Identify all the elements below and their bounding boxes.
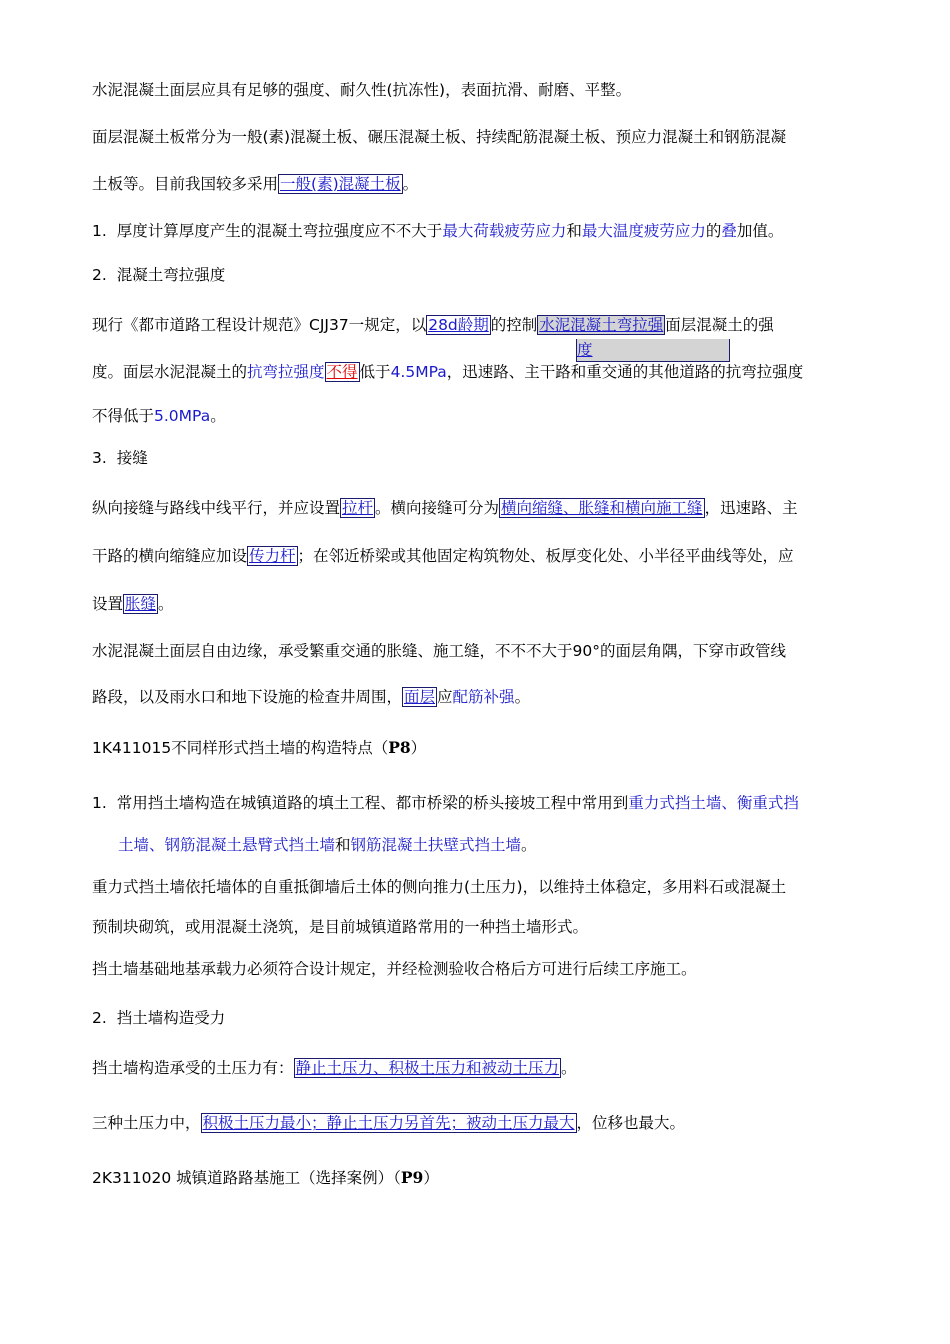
item-1-thickness — [92, 220, 783, 242]
para-line-13 — [92, 640, 786, 662]
text: 挡土墙基础地基承载力必须符合设计规定，并经检测验收合格后方可进行后续工序施工。 — [92, 960, 697, 978]
list-number: 1. — [92, 222, 107, 240]
highlight-term: 度 — [577, 341, 593, 359]
highlight-term: 积极土压力最小；静止土压力另首先；被动土压力最大 — [202, 1114, 575, 1132]
text: 纵向接缝与路线中线平行，并应设置 — [92, 499, 341, 517]
item-2-heading-force — [92, 1007, 225, 1029]
para-line-17 — [118, 834, 537, 856]
text: 三种土压力中， — [92, 1114, 201, 1132]
text: 水泥混凝土面层自由边缘，承受繁重交通的胀缝、施工缝，不不不大于90°的面层角隅，下穿市政管线 — [92, 642, 786, 660]
para-line-14 — [92, 686, 530, 708]
key-term: 重力式挡土墙、衡重式挡 — [628, 794, 799, 812]
item-3-heading — [92, 447, 148, 469]
highlight-term: 静止土压力、积极土压力和被动土压力 — [295, 1059, 560, 1077]
highlight-term: 拉杆 — [342, 499, 374, 517]
text: 。 — [210, 407, 226, 425]
text: 的 — [705, 222, 722, 240]
highlight-continuation — [576, 339, 730, 362]
section-heading-1k411015 — [92, 737, 426, 759]
list-number: 3. — [92, 449, 107, 467]
section-heading-2k311020 — [92, 1167, 439, 1189]
highlight-term: 传力杆 — [249, 547, 296, 565]
para-line-2 — [92, 126, 786, 148]
text: 低于 — [359, 363, 391, 381]
key-value: 5.0MPa — [154, 407, 211, 425]
page-ref: P8 — [388, 738, 411, 757]
text: ） — [410, 739, 427, 757]
text: 和 — [335, 836, 351, 854]
highlight-term: 面层 — [404, 688, 436, 706]
para-line-1 — [92, 79, 631, 101]
highlight-term-red: 不得 — [326, 363, 358, 381]
text: ，迅速路、主干路和重交通的其他道路的抗弯拉强度 — [446, 363, 804, 381]
text: ，迅速路、主 — [704, 499, 798, 517]
highlight-term: 水泥混凝土弯拉强 — [539, 316, 664, 334]
text: 。 — [514, 688, 531, 706]
text: 面层混凝土板常分为一般(素)混凝土板、碾压混凝土板、持续配筋混凝土板、预应力混凝土和钢筋混凝 — [92, 128, 787, 146]
text: 应 — [437, 688, 453, 706]
text: 2K311020 城镇道路路基施工（选择案例）（ — [92, 1169, 401, 1187]
text: 不得低于 — [92, 407, 155, 425]
para-line-7 — [92, 361, 803, 383]
text: 常用挡土墙构造在城镇道路的填土工程、都市桥梁的桥头接坡工程中常用到 — [116, 794, 629, 812]
key-term: 配筋补强 — [452, 688, 515, 706]
text: 干路的横向缩缝应加设 — [92, 547, 248, 565]
text: 重力式挡土墙依托墙体的自重抵御墙后土体的侧向推力(土压力)，以维持土体稳定，多用料石或混凝土 — [92, 878, 787, 896]
key-term: 最大荷载疲劳应力 — [442, 222, 567, 240]
text: 。 — [402, 175, 419, 193]
list-number: 2. — [92, 266, 107, 284]
para-line-6 — [92, 314, 774, 336]
para-line-18 — [92, 876, 786, 898]
para-line-8 — [92, 405, 226, 427]
para-line-10 — [92, 497, 798, 519]
text: 接缝 — [116, 449, 148, 467]
key-term: 钢筋混凝土扶壁式挡土墙 — [350, 836, 522, 854]
para-line-23 — [92, 1112, 685, 1134]
text: 厚度计算厚度产生的混凝土弯拉强度应不不大于 — [116, 222, 443, 240]
text: 设置 — [92, 595, 124, 613]
key-term: 叠 — [721, 222, 737, 240]
list-number: 2. — [92, 1009, 107, 1027]
key-term: 最大温度疲劳应力 — [581, 222, 706, 240]
text: 。 — [521, 836, 537, 854]
para-line-19 — [92, 916, 588, 938]
text: 和 — [566, 222, 582, 240]
text: 水泥混凝土面层应具有足够的强度、耐久性(抗冻性)，表面抗滑、耐磨、平整。 — [92, 81, 632, 99]
key-value: 4.5MPa — [390, 363, 447, 381]
text: 1K411015不同样形式挡土墙的构造特点（ — [92, 739, 389, 757]
highlight-term: 横向缩缝、胀缝和横向施工缝 — [501, 499, 703, 517]
text: 土板等。目前我国较多采用 — [92, 175, 279, 193]
item-1-retaining-wall — [92, 792, 799, 814]
para-line-22 — [92, 1057, 577, 1079]
highlight-term: 28d龄期 — [428, 316, 489, 334]
text: ） — [423, 1169, 439, 1187]
key-term: 抗弯拉强度 — [247, 363, 325, 381]
text: ；在邻近桥梁或其他固定构筑物处、板厚变化处、小半径平曲线等处，应 — [297, 547, 794, 565]
key-term: 土墙、钢筋混凝土悬臂式挡土墙 — [118, 836, 336, 854]
text: 。 — [158, 595, 174, 613]
text: 路段，以及雨水口和地下设施的检查井周围， — [92, 688, 403, 706]
text: 现行《都市道路工程设计规范》CJJ37一规定，以 — [92, 316, 427, 334]
list-number: 1. — [92, 794, 107, 812]
text: 的控制 — [490, 316, 538, 334]
text: 度。面层水泥混凝土的 — [92, 363, 248, 381]
text: 挡土墙构造受力 — [116, 1009, 226, 1027]
para-line-12 — [92, 593, 174, 615]
para-line-20 — [92, 958, 697, 980]
page-ref: P9 — [400, 1168, 424, 1187]
item-2-heading — [92, 264, 225, 286]
para-line-3 — [92, 173, 418, 195]
text: 。 — [561, 1059, 577, 1077]
text: 加值。 — [736, 222, 784, 240]
para-line-11 — [92, 545, 794, 567]
text: 面层混凝土的强 — [665, 316, 774, 334]
text: 混凝土弯拉强度 — [116, 266, 226, 284]
text: 挡土墙构造承受的土压力有： — [92, 1059, 294, 1077]
text: 。横向接缝可分为 — [375, 499, 500, 517]
highlight-term: 胀缝 — [125, 595, 157, 613]
text: 预制块砌筑，或用混凝土浇筑，是目前城镇道路常用的一种挡土墙形式。 — [92, 918, 589, 936]
text: ，位移也最大。 — [576, 1114, 686, 1132]
highlight-term: 一般(素)混凝土板 — [280, 175, 401, 193]
